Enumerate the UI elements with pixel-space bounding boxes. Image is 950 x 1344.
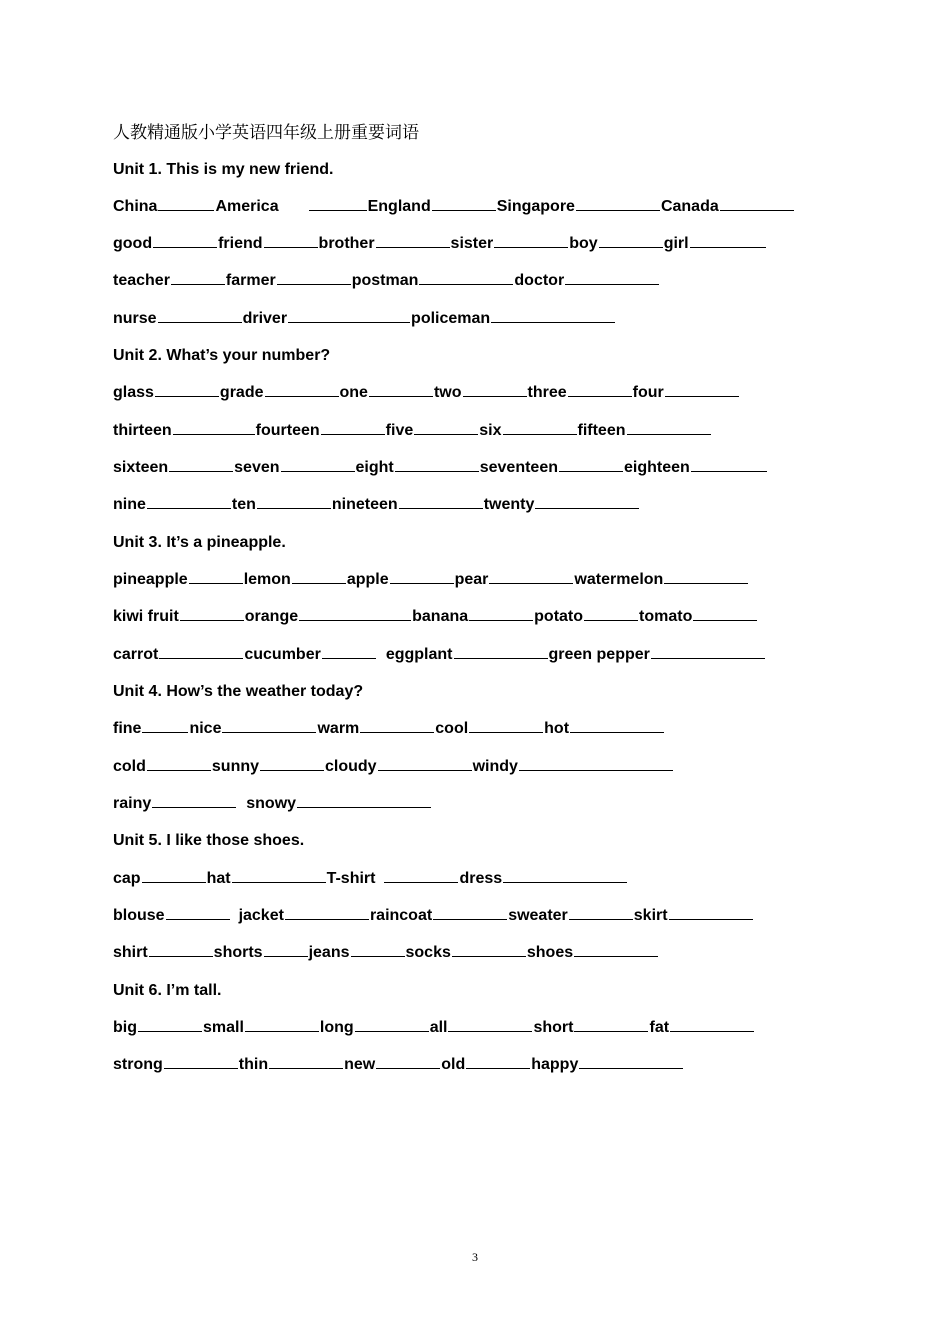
- answer-blank[interactable]: [351, 942, 405, 957]
- vocab-word: green pepper: [548, 646, 650, 663]
- vocab-word: nice: [189, 720, 222, 737]
- answer-blank[interactable]: [665, 382, 739, 397]
- vocab-word: dress: [459, 870, 503, 887]
- answer-blank[interactable]: [285, 905, 369, 920]
- vocab-word: friend: [218, 235, 263, 252]
- answer-blank[interactable]: [691, 457, 767, 472]
- vocab-word: sunny: [211, 758, 260, 775]
- vocab-word: teacher: [113, 272, 170, 289]
- word-row: [113, 867, 628, 891]
- vocab-word: pear: [454, 571, 489, 588]
- answer-blank[interactable]: [494, 233, 568, 248]
- answer-blank[interactable]: [720, 196, 794, 211]
- answer-blank[interactable]: [149, 942, 213, 957]
- answer-blank[interactable]: [138, 1017, 202, 1032]
- vocab-word: America: [215, 198, 279, 215]
- answer-blank[interactable]: [309, 196, 367, 211]
- answer-blank[interactable]: [559, 457, 623, 472]
- vocab-word: nineteen: [331, 496, 398, 513]
- vocab-word: windy: [472, 758, 518, 775]
- word-row: [113, 755, 674, 779]
- vocab-word: nine: [113, 496, 146, 513]
- vocab-word: one: [339, 384, 368, 401]
- word-row: [113, 232, 767, 256]
- word-row: [113, 195, 795, 219]
- vocab-word: happy: [531, 1056, 579, 1073]
- answer-blank[interactable]: [232, 868, 326, 883]
- answer-blank[interactable]: [260, 756, 324, 771]
- vocab-word: twenty: [483, 496, 535, 513]
- answer-blank[interactable]: [395, 457, 479, 472]
- answer-blank[interactable]: [419, 270, 513, 285]
- answer-blank[interactable]: [153, 233, 217, 248]
- vocab-word: skirt: [633, 907, 668, 924]
- answer-blank[interactable]: [376, 1054, 440, 1069]
- vocab-word: England: [367, 198, 431, 215]
- answer-blank[interactable]: [519, 756, 673, 771]
- word-row: [113, 269, 660, 293]
- answer-blank[interactable]: [670, 1017, 754, 1032]
- answer-blank[interactable]: [169, 457, 233, 472]
- word-row: [113, 456, 768, 480]
- answer-blank[interactable]: [155, 382, 219, 397]
- vocab-word: socks: [405, 944, 451, 961]
- answer-blank[interactable]: [454, 644, 548, 659]
- word-row: [113, 904, 754, 928]
- answer-blank[interactable]: [376, 233, 450, 248]
- word-row: [113, 643, 766, 667]
- answer-blank[interactable]: [448, 1017, 532, 1032]
- vocab-word: hat: [206, 870, 231, 887]
- vocab-word: four: [632, 384, 664, 401]
- vocab-word: snowy: [246, 795, 297, 812]
- word-row: [113, 1016, 755, 1040]
- answer-blank[interactable]: [173, 420, 255, 435]
- answer-blank[interactable]: [399, 494, 483, 509]
- answer-blank[interactable]: [245, 1017, 319, 1032]
- answer-blank[interactable]: [568, 382, 632, 397]
- answer-blank[interactable]: [469, 606, 533, 621]
- vocab-word: fat: [649, 1019, 670, 1036]
- vocab-word: old: [441, 1056, 466, 1073]
- answer-blank[interactable]: [570, 718, 664, 733]
- answer-blank[interactable]: [180, 606, 244, 621]
- vocab-word: raincoat: [369, 907, 433, 924]
- answer-blank[interactable]: [222, 718, 316, 733]
- answer-blank[interactable]: [171, 270, 225, 285]
- answer-blank[interactable]: [164, 1054, 238, 1069]
- vocab-word: five: [385, 422, 414, 439]
- vocab-word: Singapore: [496, 198, 575, 215]
- word-row: [113, 941, 659, 965]
- vocab-word: two: [433, 384, 462, 401]
- vocab-word: shoes: [526, 944, 574, 961]
- vocab-word: policeman: [411, 310, 491, 327]
- answer-blank[interactable]: [264, 942, 308, 957]
- vocab-word: driver: [242, 310, 288, 327]
- vocab-word: orange: [244, 608, 299, 625]
- answer-blank[interactable]: [669, 905, 753, 920]
- answer-blank[interactable]: [277, 270, 351, 285]
- answer-blank[interactable]: [147, 756, 211, 771]
- vocab-word: sweater: [508, 907, 568, 924]
- word-row: [113, 493, 640, 517]
- word-row: [113, 307, 616, 331]
- answer-blank[interactable]: [503, 420, 577, 435]
- vocab-word: short: [533, 1019, 574, 1036]
- answer-blank[interactable]: [257, 494, 331, 509]
- vocab-word: blouse: [113, 907, 165, 924]
- answer-blank[interactable]: [264, 233, 318, 248]
- page-number: 3: [472, 1250, 478, 1264]
- answer-blank[interactable]: [491, 308, 615, 323]
- answer-blank[interactable]: [414, 420, 478, 435]
- answer-blank[interactable]: [297, 793, 431, 808]
- unit-heading: Unit 1. This is my new friend.: [113, 161, 334, 178]
- answer-blank[interactable]: [463, 382, 527, 397]
- word-row: [113, 792, 432, 816]
- answer-blank[interactable]: [569, 905, 633, 920]
- answer-blank[interactable]: [322, 644, 376, 659]
- vocab-word: T-shirt: [326, 870, 376, 887]
- vocab-word: small: [203, 1019, 244, 1036]
- vocab-word: potato: [534, 608, 584, 625]
- vocab-word: lemon: [243, 571, 291, 588]
- answer-blank[interactable]: [574, 942, 658, 957]
- vocab-word: apple: [346, 571, 389, 588]
- vocab-word: jeans: [308, 944, 350, 961]
- vocab-word: farmer: [225, 272, 276, 289]
- answer-blank[interactable]: [189, 569, 243, 584]
- vocab-word: doctor: [514, 272, 565, 289]
- answer-blank[interactable]: [158, 308, 242, 323]
- answer-blank[interactable]: [503, 868, 627, 883]
- answer-blank[interactable]: [664, 569, 748, 584]
- vocab-word: fifteen: [577, 422, 626, 439]
- answer-blank[interactable]: [466, 1054, 530, 1069]
- unit-heading: Unit 6. I’m tall.: [113, 982, 222, 999]
- answer-blank[interactable]: [281, 457, 355, 472]
- answer-blank[interactable]: [452, 942, 526, 957]
- unit-heading: Unit 3. It’s a pineapple.: [113, 534, 286, 551]
- answer-blank[interactable]: [269, 1054, 343, 1069]
- vocab-word: thin: [238, 1056, 269, 1073]
- vocab-word: cap: [113, 870, 141, 887]
- unit-heading: Unit 2. What’s your number?: [113, 347, 331, 364]
- vocab-word: ten: [231, 496, 256, 513]
- vocab-word: grade: [219, 384, 264, 401]
- vocab-word: big: [113, 1019, 137, 1036]
- vocab-word: new: [344, 1056, 376, 1073]
- vocab-word: cucumber: [244, 646, 321, 663]
- vocab-word: postman: [351, 272, 419, 289]
- vocab-word: seven: [234, 459, 280, 476]
- unit-heading: Unit 4. How’s the weather today?: [113, 683, 364, 700]
- vocab-word: fine: [113, 720, 142, 737]
- vocab-word: all: [429, 1019, 448, 1036]
- vocab-word: girl: [663, 235, 689, 252]
- answer-blank[interactable]: [152, 793, 236, 808]
- vocab-word: sister: [450, 235, 494, 252]
- answer-blank[interactable]: [360, 718, 434, 733]
- answer-blank[interactable]: [489, 569, 573, 584]
- answer-blank[interactable]: [651, 644, 765, 659]
- vocab-word: long: [319, 1019, 354, 1036]
- vocab-word: eighteen: [624, 459, 690, 476]
- word-row: [113, 381, 740, 405]
- vocab-word: carrot: [113, 646, 159, 663]
- answer-blank[interactable]: [565, 270, 659, 285]
- vocab-word: cool: [435, 720, 469, 737]
- page-title: 人教精通版小学英语四年级上册重要词语: [113, 123, 419, 143]
- vocab-word: jacket: [238, 907, 284, 924]
- vocab-word: hot: [544, 720, 570, 737]
- vocab-word: glass: [113, 384, 154, 401]
- vocab-word: watermelon: [574, 571, 664, 588]
- answer-blank[interactable]: [574, 1017, 648, 1032]
- vocab-word: tomato: [639, 608, 693, 625]
- vocab-word: rainy: [113, 795, 152, 812]
- vocab-word: cold: [113, 758, 146, 775]
- answer-blank[interactable]: [292, 569, 346, 584]
- answer-blank[interactable]: [384, 868, 458, 883]
- vocab-word: three: [527, 384, 567, 401]
- answer-blank[interactable]: [158, 196, 214, 211]
- vocab-word: thirteen: [113, 422, 172, 439]
- vocab-word: nurse: [113, 310, 157, 327]
- answer-blank[interactable]: [432, 196, 496, 211]
- answer-blank[interactable]: [159, 644, 243, 659]
- answer-blank[interactable]: [299, 606, 411, 621]
- answer-blank[interactable]: [690, 233, 766, 248]
- answer-blank[interactable]: [321, 420, 385, 435]
- vocab-word: cloudy: [325, 758, 377, 775]
- vocab-word: warm: [317, 720, 360, 737]
- vocab-word: brother: [318, 235, 375, 252]
- vocab-word: pineapple: [113, 571, 188, 588]
- answer-blank[interactable]: [142, 868, 206, 883]
- unit-heading: Unit 5. I like those shoes.: [113, 832, 305, 849]
- word-row: [113, 717, 665, 741]
- answer-blank[interactable]: [627, 420, 711, 435]
- vocab-word: banana: [412, 608, 469, 625]
- vocab-word: fourteen: [255, 422, 320, 439]
- answer-blank[interactable]: [535, 494, 639, 509]
- vocab-word: shirt: [113, 944, 148, 961]
- answer-blank[interactable]: [147, 494, 231, 509]
- vocab-word: eight: [355, 459, 394, 476]
- vocab-word: Canada: [660, 198, 719, 215]
- vocab-word: six: [479, 422, 502, 439]
- answer-blank[interactable]: [390, 569, 454, 584]
- answer-blank[interactable]: [579, 1054, 683, 1069]
- answer-blank[interactable]: [599, 233, 663, 248]
- answer-blank[interactable]: [288, 308, 410, 323]
- answer-blank[interactable]: [142, 718, 188, 733]
- answer-blank[interactable]: [469, 718, 543, 733]
- answer-blank[interactable]: [265, 382, 339, 397]
- word-row: [113, 1053, 684, 1077]
- answer-blank[interactable]: [369, 382, 433, 397]
- vocab-word: eggplant: [385, 646, 453, 663]
- vocab-word: strong: [113, 1056, 163, 1073]
- answer-blank[interactable]: [378, 756, 472, 771]
- vocab-word: China: [113, 198, 158, 215]
- vocab-word: good: [113, 235, 153, 252]
- answer-blank[interactable]: [355, 1017, 429, 1032]
- answer-blank[interactable]: [584, 606, 638, 621]
- answer-blank[interactable]: [433, 905, 507, 920]
- answer-blank[interactable]: [693, 606, 757, 621]
- answer-blank[interactable]: [576, 196, 660, 211]
- vocab-word: shorts: [213, 944, 263, 961]
- vocab-word: seventeen: [479, 459, 558, 476]
- answer-blank[interactable]: [166, 905, 230, 920]
- word-row: [113, 605, 758, 629]
- vocab-word: sixteen: [113, 459, 169, 476]
- word-row: [113, 568, 749, 592]
- vocab-word: kiwi fruit: [113, 608, 179, 625]
- word-row: [113, 419, 712, 443]
- vocab-word: boy: [569, 235, 598, 252]
